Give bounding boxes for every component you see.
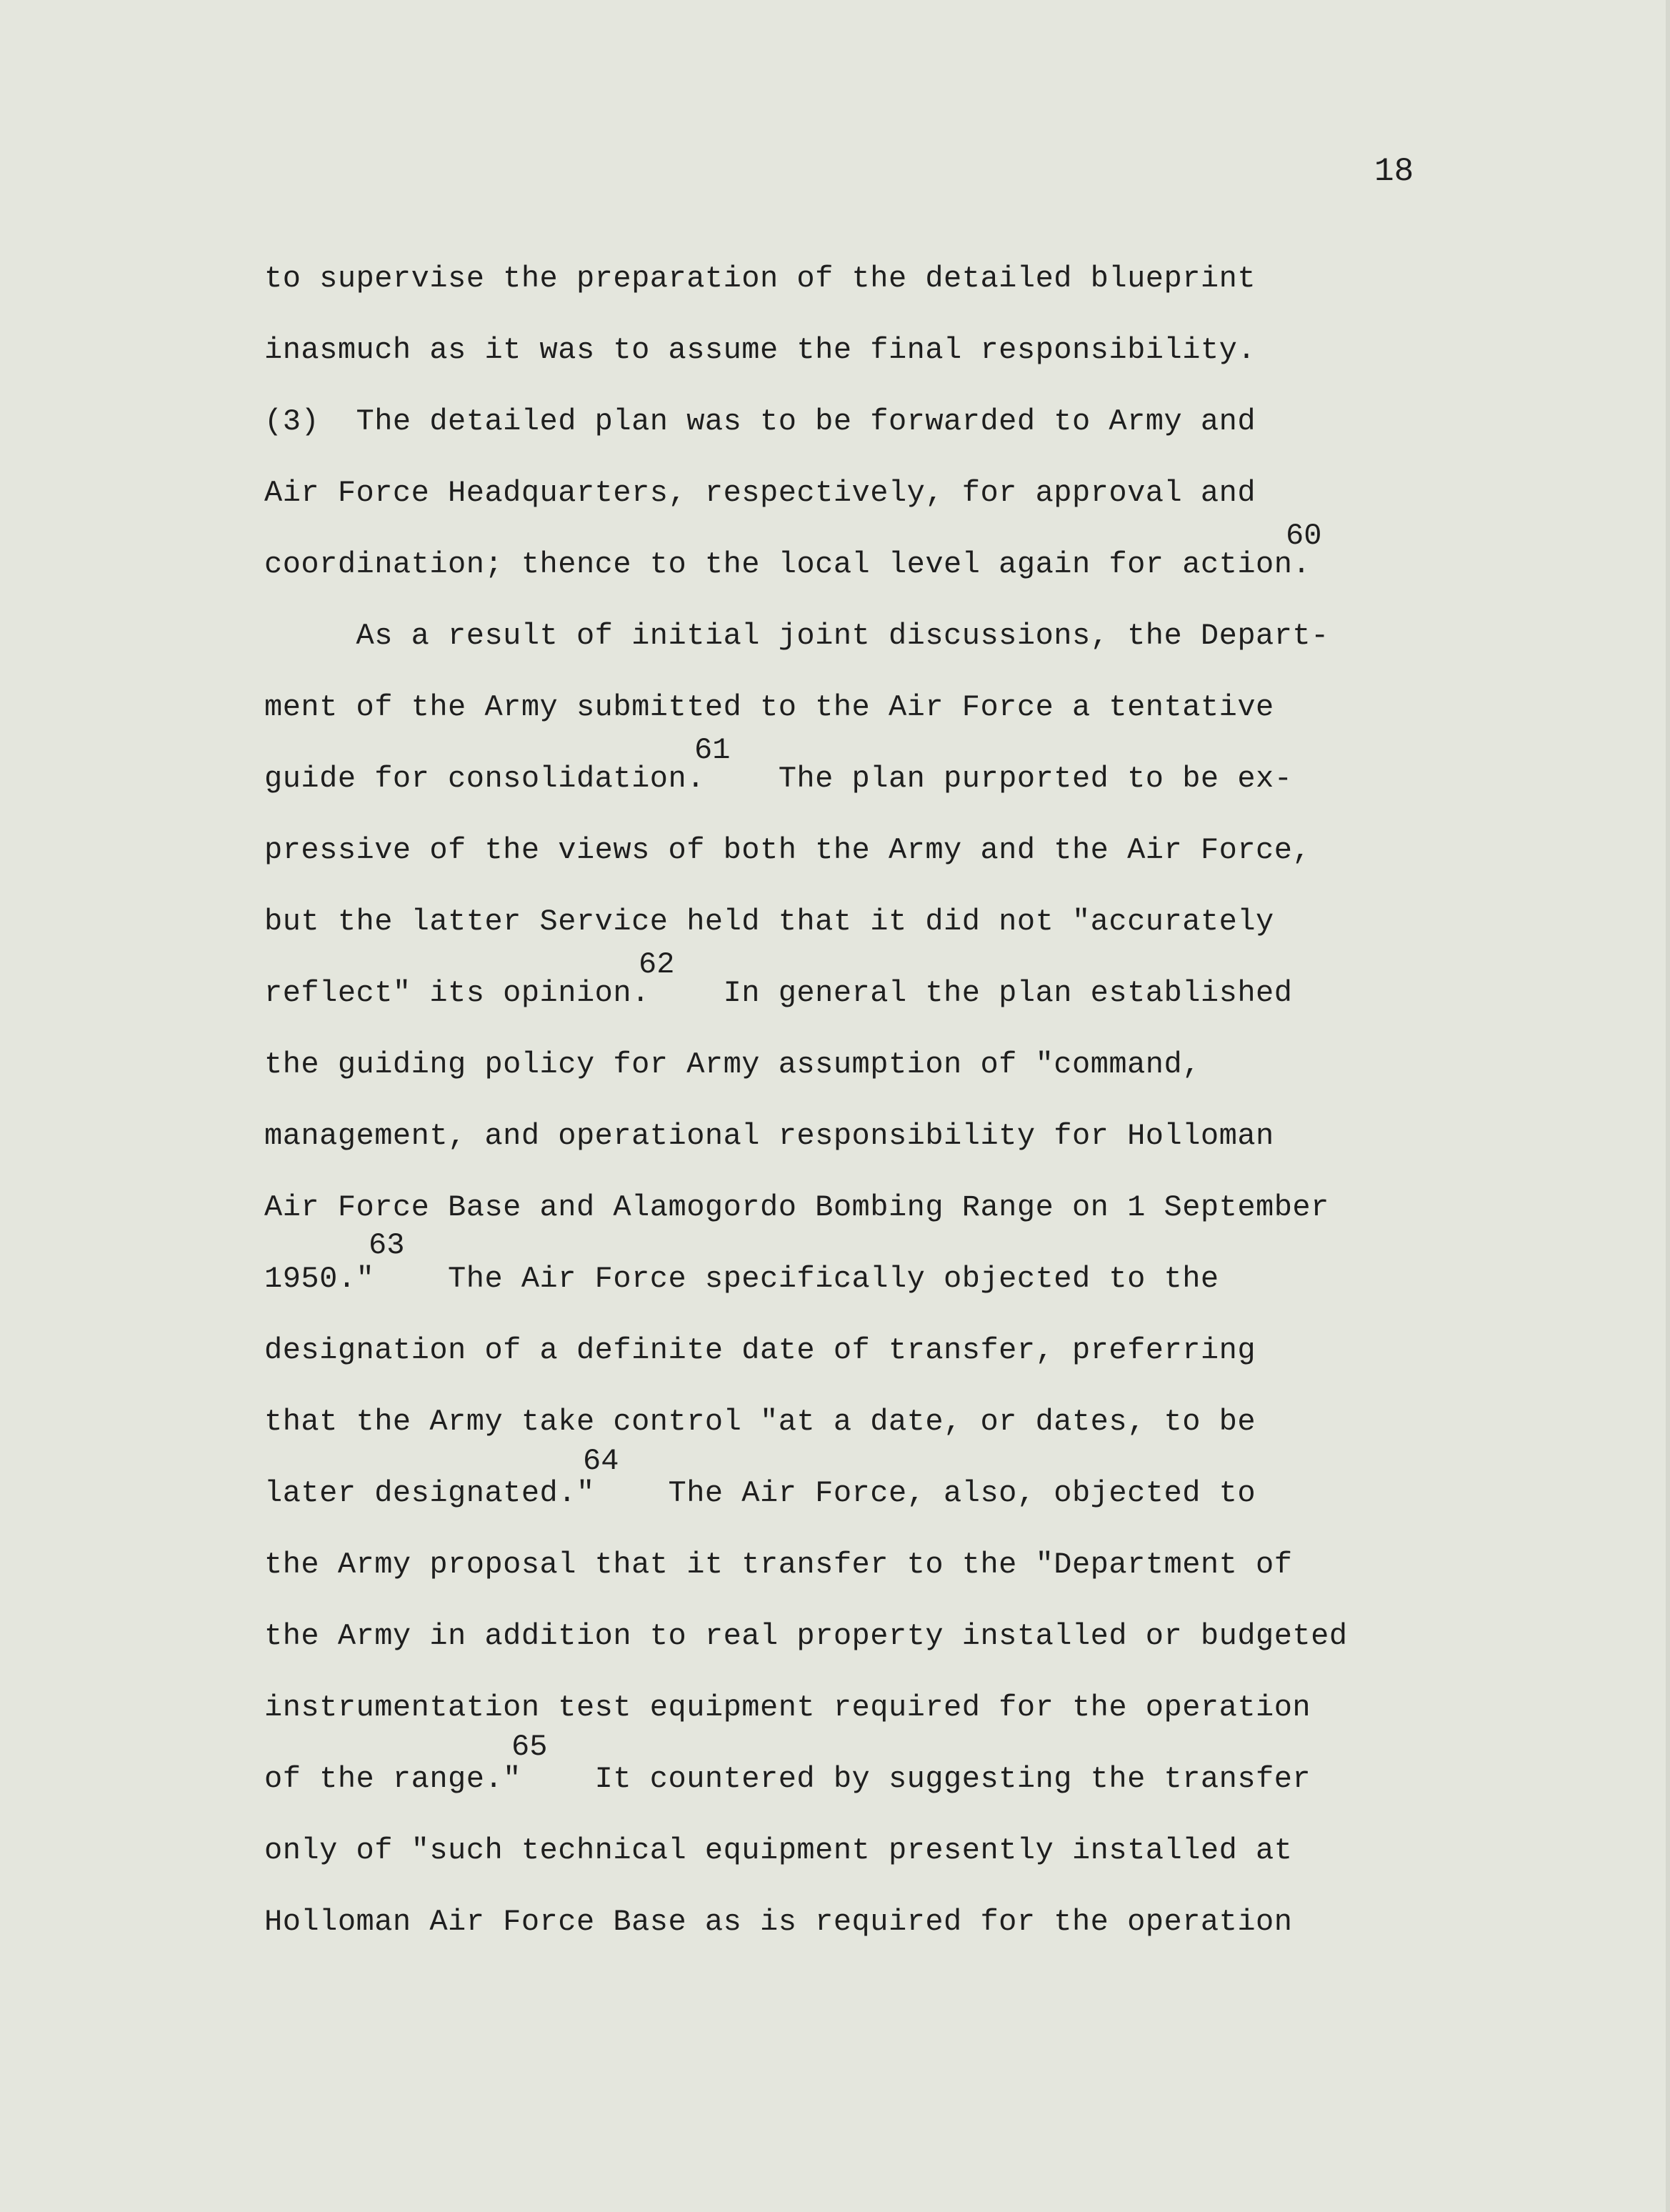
text-line-14: Air Force Base and Alamogordo Bombing Range on 1 September xyxy=(264,1190,1329,1225)
text-line-2: inasmuch as it was to assume the final responsibility. xyxy=(264,333,1256,367)
text-line-4: Air Force Headquarters, respectively, for approval and xyxy=(264,476,1256,510)
page-number: 18 xyxy=(1374,153,1414,190)
text-line-13: management, and operational responsibility for Holloman xyxy=(264,1119,1274,1153)
text-line-24: Holloman Air Force Base as is required for the operation xyxy=(264,1905,1293,1939)
footnote-ref-64: 64 xyxy=(583,1444,619,1478)
text-line-19: the Army proposal that it transfer to the "Department of xyxy=(264,1548,1293,1582)
footnote-ref-62: 62 xyxy=(639,947,675,982)
footnote-ref-63: 63 xyxy=(369,1228,405,1262)
text-line-7: ment of the Army submitted to the Air Force a tentative xyxy=(264,690,1274,724)
text-line-20: the Army in addition to real property installed or budgeted xyxy=(264,1619,1348,1653)
text-line-6: As a result of initial joint discussions, the Depart- xyxy=(264,619,1329,653)
text-line-10: but the latter Service held that it did not "accurately xyxy=(264,905,1274,939)
footnote-ref-65: 65 xyxy=(511,1730,548,1764)
text-line-18: later designated." The Air Force, also, objected to xyxy=(264,1476,1256,1510)
text-line-1: to supervise the preparation of the detailed blueprint xyxy=(264,261,1256,296)
text-line-9: pressive of the views of both the Army and the Air Force, xyxy=(264,833,1311,867)
text-line-15: 1950." The Air Force specifically objected to the xyxy=(264,1262,1219,1296)
text-line-12: the guiding policy for Army assumption of "command, xyxy=(264,1047,1201,1082)
text-line-3: (3) The detailed plan was to be forwarded to Army and xyxy=(264,404,1256,439)
text-line-16: designation of a definite date of transfer, preferring xyxy=(264,1333,1256,1367)
page-edge-shadow xyxy=(1666,0,1670,2212)
footnote-ref-61: 61 xyxy=(694,733,731,767)
text-line-21: instrumentation test equipment required for the operation xyxy=(264,1690,1311,1725)
text-line-23: only of "such technical equipment presently installed at xyxy=(264,1833,1293,1868)
footnote-ref-60: 60 xyxy=(1286,519,1322,553)
text-line-22: of the range." It countered by suggesting the transfer xyxy=(264,1762,1311,1796)
text-line-11: reflect" its opinion. In general the plan established xyxy=(264,976,1293,1010)
text-line-8: guide for consolidation. The plan purported to be ex- xyxy=(264,762,1293,796)
text-line-5: coordination; thence to the local level again for action. xyxy=(264,547,1311,582)
text-line-17: that the Army take control "at a date, or dates, to be xyxy=(264,1405,1256,1439)
